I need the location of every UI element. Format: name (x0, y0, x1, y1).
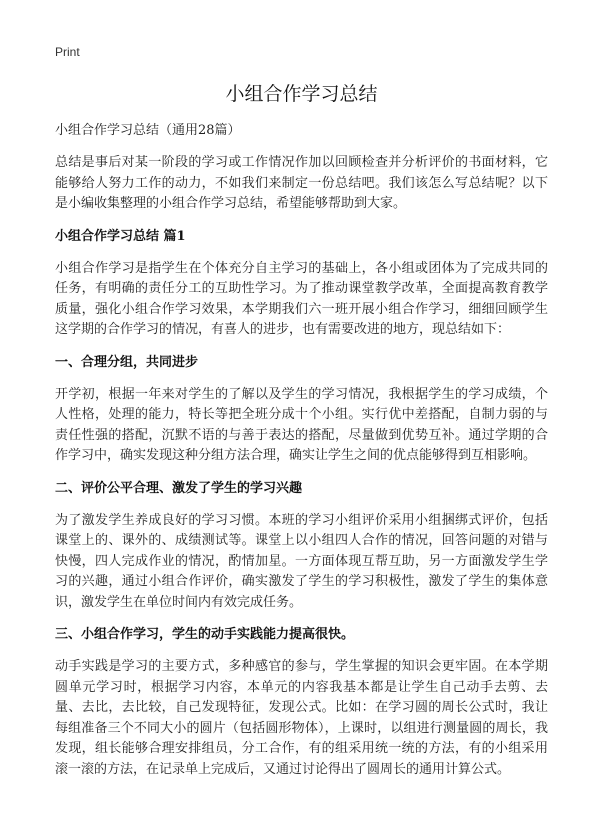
section-intro-paragraph: 小组合作学习是指学生在个体充分自主学习的基础上，各小组或团体为了完成共同的任务，有明确的责任分工的互助性学习。为了推动课堂教学改革，全面提高教育教学质量，强化小组合作学习效果，本学期我们六一班开展小组合作学习，细细回顾学生这学期的合作学习的情况，有喜人的进步，也有需要改进的地方，现总结如下： (55, 260, 548, 337)
intro-paragraph: 总结是事后对某一阶段的学习或工作情况作加以回顾检查并分析评价的书面材料，它能够给人努力工作的动力，不如我们来制定一份总结吧。我们该怎么写总结呢？以下是小编收集整理的小组合作学习总结，希望能够帮助到大家。 (55, 155, 548, 211)
page-title: 小组合作学习总结 (225, 83, 378, 105)
document-subtitle: 小组合作学习总结（通用28篇） (55, 123, 241, 138)
paragraph-grouping: 开学初，根据一年来对学生的了解以及学生的学习情况，我根据学生的学习成绩，个人性格，处理的能力，特长等把全班分成十个小组。实行优中差搭配，自制力弱的与责任性强的搭配，沉默不语的与善于表达的搭配，尽量做到优势互补。通过学期的合作学习中，确实发现这种分组方法合理，确实让学生之间的优点能够得到互相影响。 (55, 386, 548, 463)
paragraph-evaluation: 为了激发学生养成良好的学习习惯。本班的学习小组评价采用小组捆绑式评价，包括课堂上的、课外的、成绩测试等。课堂上以小组四人合作的情况，回答问题的对错与快慢，四人完成作业的情况，酌情加星。一方面体现互帮互助，另一方面激发学生学习的兴趣，通过小组合作评价，确实激发了学生的学习积极性，激发了学生的集体意识，激发学生在单位时间内有效完成任务。 (55, 512, 548, 610)
heading-evaluation: 二、评价公平合理、激发了学生的学习兴趣 (55, 480, 303, 496)
heading-practice: 三、小组合作学习，学生的动手实践能力提高很快。 (55, 627, 355, 642)
print-link[interactable]: Print (55, 45, 80, 59)
paragraph-practice: 动手实践是学习的主要方式，多种感官的参与，学生掌握的知识会更牢固。在本学期圆单元学习时，根据学习内容，本单元的内容我基本都是让学生自己动手去剪、去量、去比，去比较，自己发现特征，发现公式。比如：在学习圆的周长公式时，我让每组准备三个不同大小的圆片（包括圆形物体），上课时，以组进行测量圆的周长，我发现，组长能够合理安排组员，分工合作，有的组采用统一统的方法，有的小组采用滚一滚的方法，在记录单上完成后，又通过讨论得出了圆周长的通用计算公式。 (55, 659, 548, 777)
section-title: 小组合作学习总结 篇1 (55, 228, 186, 244)
heading-grouping: 一、合理分组，共同进步 (55, 354, 199, 370)
